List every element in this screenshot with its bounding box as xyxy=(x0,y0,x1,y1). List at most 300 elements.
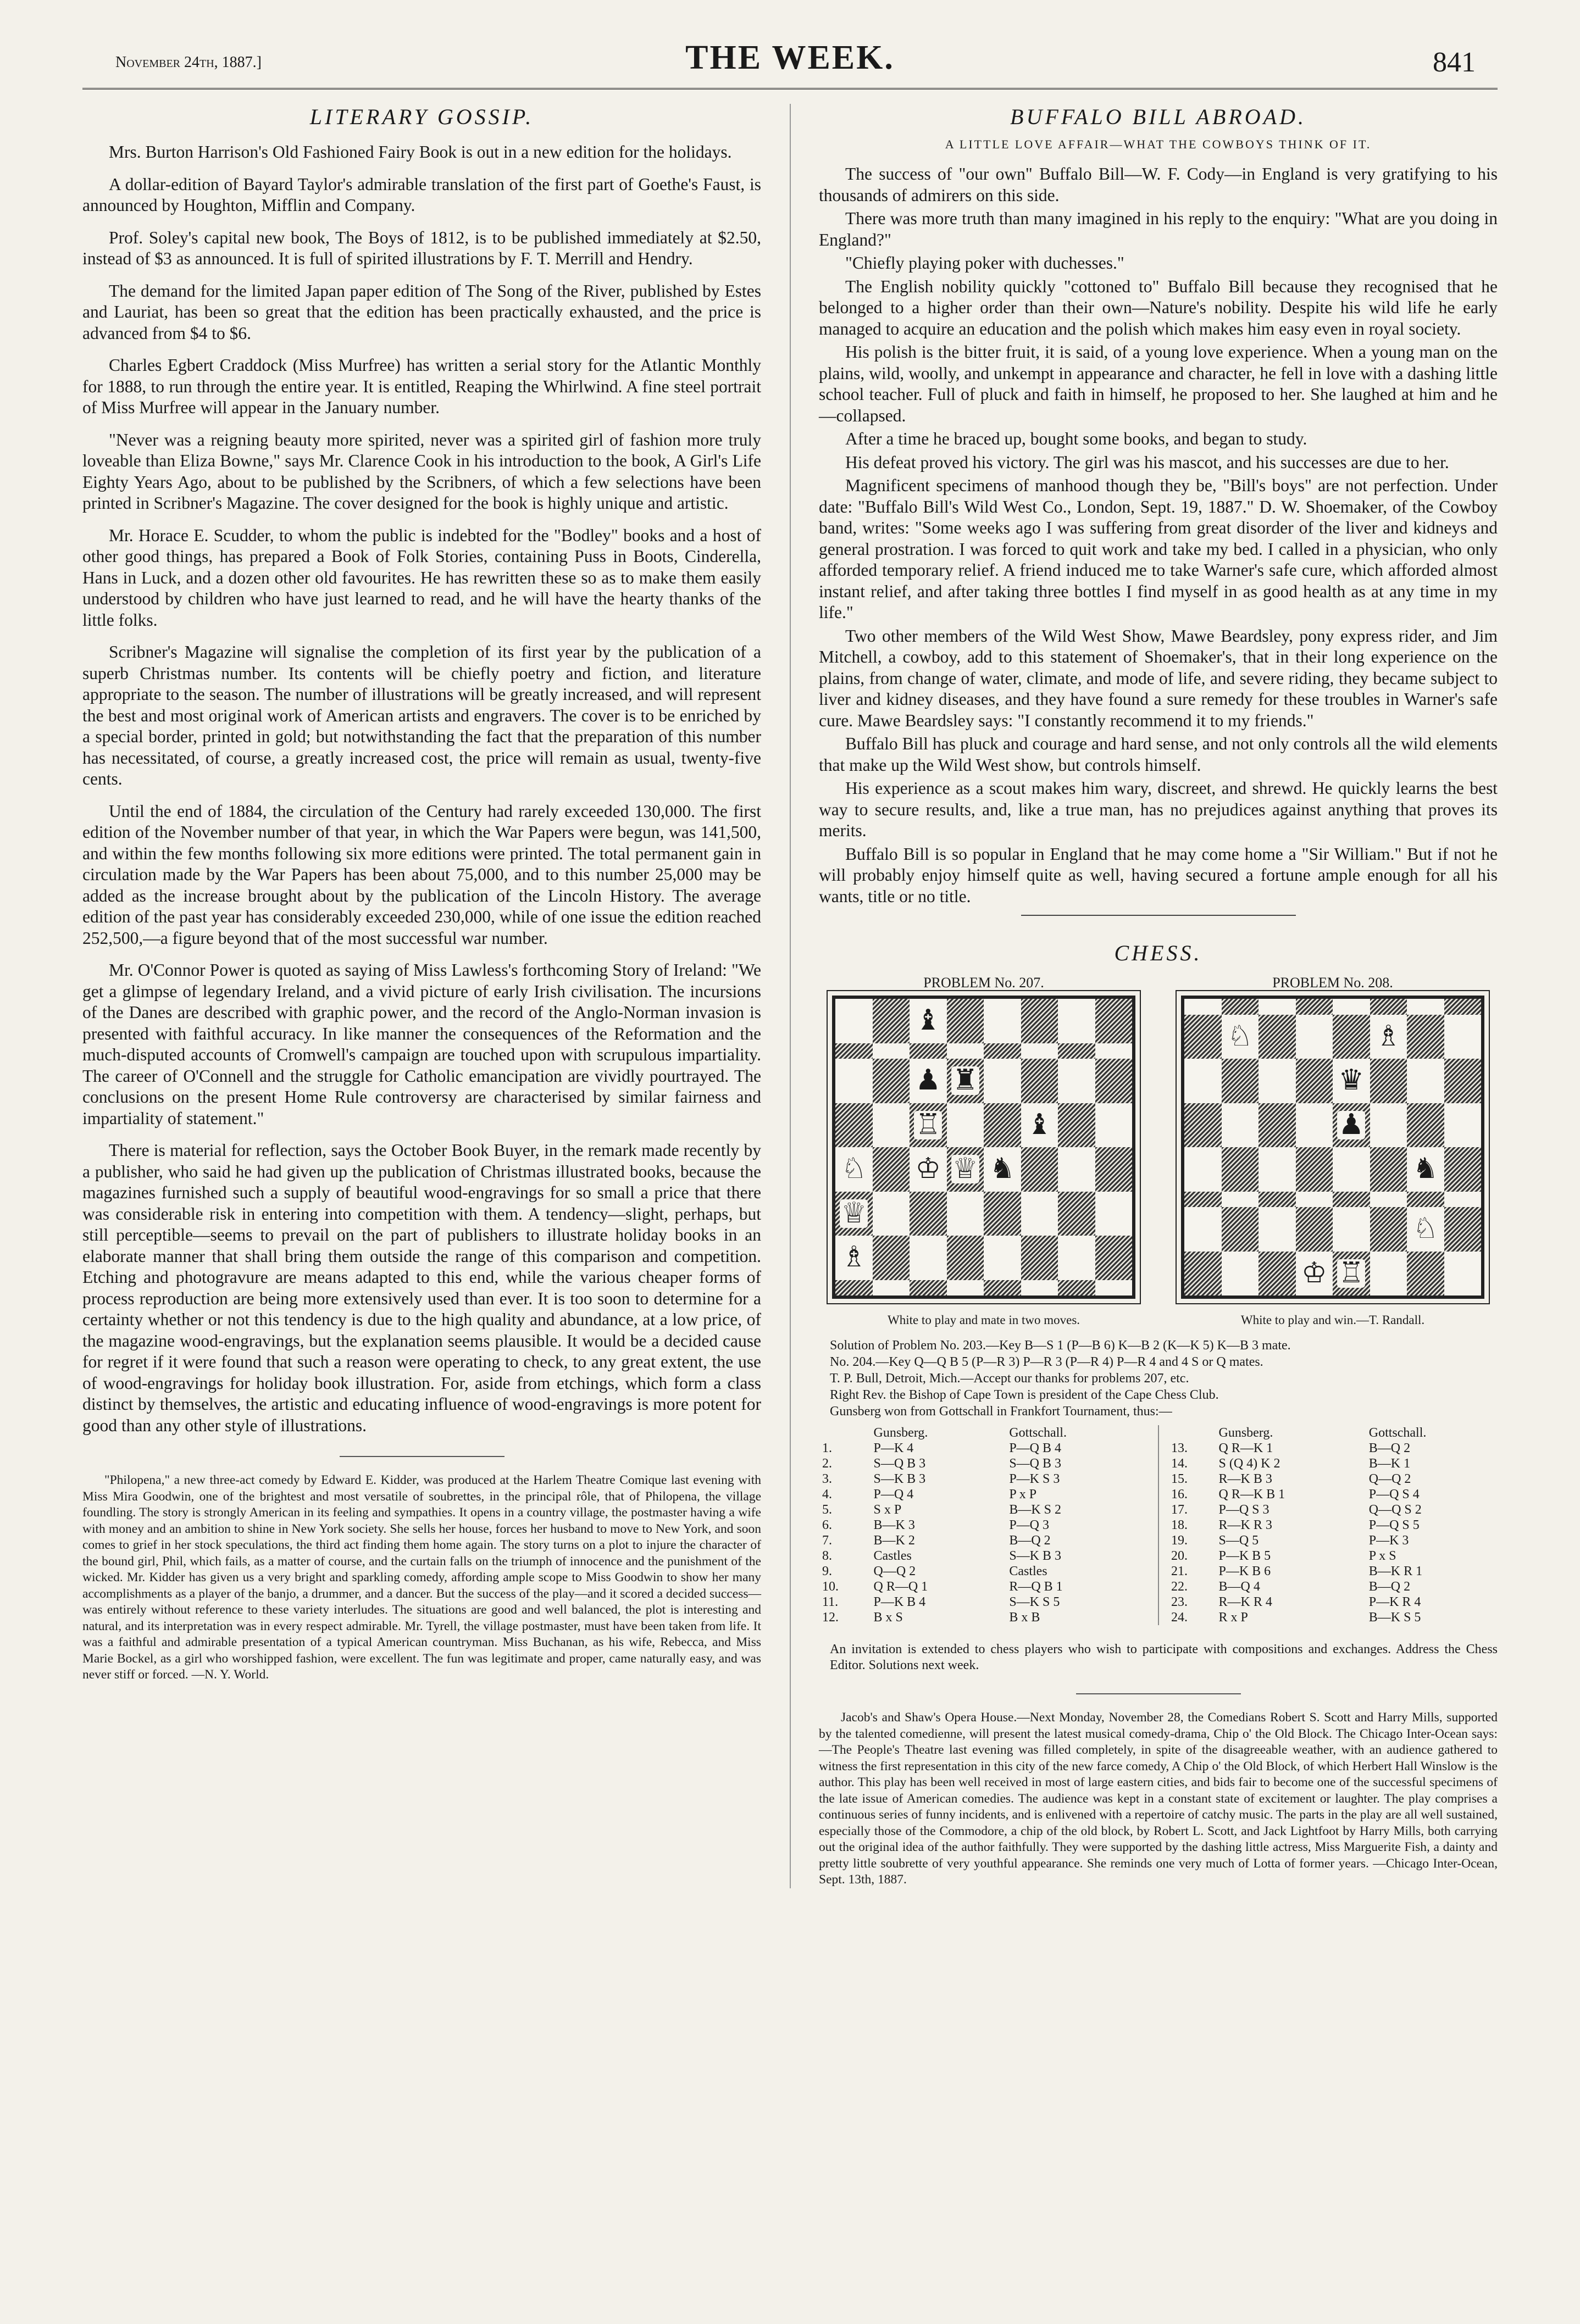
board-square xyxy=(873,1147,910,1192)
chess-piece: ♗ xyxy=(1375,1020,1401,1052)
move-row xyxy=(1168,1610,1498,1625)
gossip-paragraph: Scribner's Magazine will signalise the completion of its first year by the publication of a superb Christmas number. Its contents will be chiefly poetry and fiction, and literature appropriate to the season. The number of illustrations will be greatly increased, and will represent the best and most original work of American artists and engravers. The cover is to be enriched by a special border, printed in gold; but notwithstanding the fact that the preparation of this number has necessitated, of course, a greatly increased cost, the price will remain as usual, twenty-five cents. xyxy=(82,642,761,788)
board-square xyxy=(1095,1280,1133,1296)
move-cell: S—K B 3 xyxy=(1009,1549,1061,1563)
board-square xyxy=(835,1043,873,1059)
move-cell: 22. xyxy=(1171,1580,1188,1594)
board-square xyxy=(1444,1147,1482,1192)
move-cell: 13. xyxy=(1171,1441,1188,1455)
move-row xyxy=(1168,1579,1498,1594)
board-square xyxy=(1184,1103,1222,1148)
move-cell: R—K R 3 xyxy=(1218,1518,1272,1532)
game-score xyxy=(819,1425,1498,1625)
gossip-paragraph: Charles Egbert Craddock (Miss Murfree) has written a serial story for the Atlantic Monthly for 1888, to run through the entire year. It is entitled, Reaping the Whirlwind. A fine steel portrait of Miss Murfree will appear in the January number. xyxy=(82,355,761,417)
section-rule xyxy=(1076,1693,1241,1694)
move-cell: 20. xyxy=(1171,1549,1188,1563)
col-header xyxy=(819,1425,870,1441)
columns xyxy=(82,104,1498,1888)
board-square xyxy=(1021,1059,1058,1103)
move-cell: P—Q 4 xyxy=(873,1487,914,1502)
move-cell: 6. xyxy=(822,1518,832,1532)
move-cell: Q—Q 2 xyxy=(1368,1472,1411,1486)
board-square xyxy=(1444,1103,1482,1148)
board-square xyxy=(1296,1147,1333,1192)
board-square xyxy=(1184,1059,1222,1103)
move-cell: 3. xyxy=(822,1472,832,1486)
board-square xyxy=(873,999,910,1043)
move-row xyxy=(1168,1471,1498,1487)
board-square xyxy=(1021,1192,1058,1236)
game-divider xyxy=(1158,1425,1159,1625)
board-square xyxy=(1444,1207,1482,1252)
board-square xyxy=(947,999,984,1043)
move-cell: 16. xyxy=(1171,1487,1188,1502)
board-square xyxy=(1095,999,1133,1043)
move-cell: 15. xyxy=(1171,1472,1188,1486)
board-square xyxy=(1370,1207,1407,1252)
move-cell: 14. xyxy=(1171,1456,1188,1471)
board-square xyxy=(1095,1147,1133,1192)
move-cell: 21. xyxy=(1171,1564,1188,1578)
page-number: 841 xyxy=(1433,47,1476,78)
board-square xyxy=(1184,1192,1222,1208)
board-square xyxy=(910,1192,947,1236)
buffalo-paragraph: Magnificent specimens of manhood though they be, "Bill's boys" are not perfection. Under date: "Buffalo Bill's Wild West Co., London, Sept. 19, 1887." D. W. Shoemaker, of the Cowboy band, writes: "Some weeks ago I was suffering from great disorder of the liver and kidneys and general prostration. I was forced to quit work and take my bed. I called in a physician, who only afforded temporary relief. A friend induced me to take Warner's safe cure, which afforded almost instant relief, and after taking three bottles I find myself in as good health as at any time in my life." xyxy=(819,476,1498,622)
board-square xyxy=(1058,1043,1095,1059)
chess-boards xyxy=(819,975,1498,1327)
board-square xyxy=(835,1280,873,1296)
chess-piece: ♗ xyxy=(841,1242,867,1274)
board-square xyxy=(1333,999,1370,1015)
buffalo-paragraph: His defeat proved his victory. The girl was his mascot, and his successes are due to her. xyxy=(845,452,1449,472)
move-row xyxy=(819,1441,1149,1456)
board-square xyxy=(1058,1059,1095,1103)
move-row xyxy=(1168,1502,1498,1517)
board-square xyxy=(1296,1192,1333,1208)
board-square xyxy=(1333,1015,1370,1059)
move-cell: S (Q 4) K 2 xyxy=(1218,1456,1280,1471)
board-square xyxy=(984,1236,1021,1280)
move-row xyxy=(819,1471,1149,1487)
solution-line: T. P. Bull, Detroit, Mich.—Accept our thanks for problems 207, etc. xyxy=(830,1371,1189,1386)
move-cell: P x S xyxy=(1368,1549,1396,1563)
move-cell: S x P xyxy=(873,1503,902,1517)
board-square xyxy=(1370,999,1407,1015)
column-divider xyxy=(790,104,791,1888)
move-cell: B—Q 2 xyxy=(1368,1441,1411,1455)
move-cell: S—K B 3 xyxy=(873,1472,926,1486)
gossip-paragraph: There is material for reflection, says the October Book Buyer, in the remark made recently by a publisher, who said he had given up the publication of Christmas illustrated books, because the magazines furnished such a supply of beautiful wood-engravings for so small a price that there was considerable risk in entering into competition with them. A tendency—slight, perhaps, but still perceptible—seems to prevail on the part of publishers to illustrate holiday books in an elaborate manner that shall bring them outside the range of this comparison and competition. Etching and photogravure are means adapted to this end, while the various cheaper forms of process reproduction are being more extensively used than ever. It is too soon to determine for a certainty whether or not this tendency is due to the high quality and abundance, at a low price, of the magazine wood-engravings, but the explanation seems plausible. It would be a decided cause for regret if it were found that such a reason were operating to check, to any great extent, the use of wood-engravings for holiday book illustration. For, aside from etchings, which form a class distinct by themselves, the artistic and educating influence of wood-engravings is more potent for good than any other style of illustrations. xyxy=(82,1141,761,1435)
chess-piece: ♜ xyxy=(952,1065,978,1097)
gossip-paragraph: Until the end of 1884, the circulation of the Century had rarely exceeded 130,000. The first edition of the November number of that year, in which the War Papers were begun, was 141,500, and within the few months following six more editions were printed. The total permanent gain in circulation made by the War Papers has been about 75,000, and to this number 25,000 may be added as the increase brought about by the publication of the Lincoln History. The average edition of the past year has considerably exceeded 230,000, while of one issue the edition reached 252,500,—a figure beyond that of the most successful war number. xyxy=(82,801,761,948)
move-cell: 12. xyxy=(822,1610,839,1625)
col-header: Gottschall. xyxy=(1009,1426,1067,1440)
board-square xyxy=(1184,1015,1222,1059)
buffalo-paragraph: Buffalo Bill has pluck and courage and hard sense, and not only controls all the wild elements that make up the Wild West show, but controls himself. xyxy=(819,734,1498,775)
move-cell: 17. xyxy=(1171,1503,1188,1517)
board-square xyxy=(1222,1207,1259,1252)
buffalo-paragraph: The English nobility quickly "cottoned to" Buffalo Bill because they recognised that he belonged to a higher order than their own—Nature's nobility. Despite his wild life he early managed to acquire an education and the polish which makes him easy even in royal society. xyxy=(819,276,1498,338)
board-square xyxy=(1407,1015,1444,1059)
board-square xyxy=(1370,1015,1407,1059)
move-cell: B—K 1 xyxy=(1368,1456,1411,1471)
move-cell: 18. xyxy=(1171,1518,1188,1532)
move-row xyxy=(819,1548,1149,1564)
solution-line: Solution of Problem No. 203.—Key B—S 1 (P—B 6) K—B 2 (K—K 5) K—B 3 mate. xyxy=(830,1338,1291,1353)
board-square xyxy=(1444,999,1482,1015)
board-square xyxy=(873,1192,910,1236)
board-square xyxy=(835,1236,873,1280)
chess-rule xyxy=(1021,915,1296,916)
board-square xyxy=(1333,1103,1370,1148)
chess-piece: ♔ xyxy=(915,1153,941,1185)
gossip-paragraph: Prof. Soley's capital new book, The Boys of 1812, is to be published immediately at $2.50, instead of $3 as announced. It is full of spirited illustrations by F. T. Merrill and Hendry. xyxy=(82,227,761,268)
move-cell: Castles xyxy=(873,1549,912,1563)
move-row xyxy=(819,1610,1149,1625)
board-square xyxy=(947,1280,984,1296)
buffalo-bill-subtitle: A LITTLE LOVE AFFAIR—WHAT THE COWBOYS THINK OF IT. xyxy=(945,137,1372,151)
move-cell: 23. xyxy=(1171,1595,1188,1609)
gossip-paragraph: Mrs. Burton Harrison's Old Fashioned Fairy Book is out in a new edition for the holidays. xyxy=(109,142,732,162)
move-row xyxy=(1168,1564,1498,1579)
solution-line: Gunsberg won from Gottschall in Frankfort Tournament, thus:— xyxy=(830,1404,1172,1419)
move-cell: R x P xyxy=(1218,1610,1248,1625)
board-square xyxy=(1407,1103,1444,1148)
move-cell: 2. xyxy=(822,1456,832,1471)
board-square xyxy=(1333,1207,1370,1252)
move-cell: P—K B 5 xyxy=(1218,1549,1271,1563)
game-moves-right xyxy=(1168,1425,1498,1625)
move-cell: 8. xyxy=(822,1549,832,1563)
literary-gossip-title: LITERARY GOSSIP. xyxy=(309,104,534,129)
chess-piece: ♔ xyxy=(1301,1257,1327,1289)
board-square xyxy=(910,1103,947,1148)
chess-piece: ♝ xyxy=(1026,1109,1052,1141)
board-square xyxy=(1095,1043,1133,1059)
board-square xyxy=(1259,1147,1296,1192)
chess-invitation: An invitation is extended to chess players who wish to participate with compositions and exchanges. Address the Chess Editor. Solutions next week. xyxy=(830,1642,1498,1672)
board-square xyxy=(835,999,873,1043)
move-cell: S—Q B 3 xyxy=(1009,1456,1061,1471)
board-square xyxy=(873,1103,910,1148)
board-square xyxy=(984,1043,1021,1059)
board-square xyxy=(1222,1015,1259,1059)
move-cell: B—Q 2 xyxy=(1368,1580,1411,1594)
board-square xyxy=(1407,1252,1444,1296)
board-square xyxy=(1333,1252,1370,1296)
board-square xyxy=(1407,1059,1444,1103)
col-header: Gunsberg. xyxy=(1218,1426,1273,1440)
board-square xyxy=(1058,1103,1095,1148)
buffalo-paragraph: Two other members of the Wild West Show, Mawe Beardsley, pony express rider, and Jim Mitchell, a cowboy, add to this statement of Shoemaker's, that in their long experience on the plains, from change of water, climate, and mode of life, and severe riding, they became subject to liver and kidney diseases, and they have found a sure remedy for these troubles in Warner's safe cure. Mawe Beardsley says: "I constantly recommend it to my friends." xyxy=(819,626,1498,730)
move-cell: 5. xyxy=(822,1503,832,1517)
board-square xyxy=(1370,1252,1407,1296)
chess-piece: ♖ xyxy=(915,1109,941,1141)
buffalo-paragraph: His experience as a scout makes him wary, discreet, and shrewd. He quickly learns the best way to secure results, and, like a true man, has no prejudices against anything that proves its merits. xyxy=(819,779,1498,840)
move-cell: B—K 2 xyxy=(873,1533,915,1548)
col-header xyxy=(1168,1425,1215,1441)
right-column xyxy=(819,104,1498,1888)
board-square xyxy=(835,1059,873,1103)
board-square xyxy=(1296,1207,1333,1252)
board-square xyxy=(1222,1252,1259,1296)
board-square xyxy=(1021,1147,1058,1192)
chess-board xyxy=(832,996,1135,1299)
section-rule xyxy=(340,1456,505,1457)
board-square xyxy=(1058,999,1095,1043)
problem-207 xyxy=(819,975,1149,1327)
chess-title: CHESS. xyxy=(1114,941,1202,965)
buffalo-paragraph: There was more truth than many imagined in his reply to the enquiry: "What are you doing in England?" xyxy=(819,209,1498,249)
problem-label: PROBLEM No. 208. xyxy=(1272,975,1393,991)
board-square xyxy=(1095,1103,1133,1148)
board-square xyxy=(1021,1236,1058,1280)
move-cell: Q R—Q 1 xyxy=(873,1580,928,1594)
board-square xyxy=(1058,1236,1095,1280)
move-row xyxy=(1168,1517,1498,1533)
philopena-review: "Philopena," a new three-act comedy by Edward E. Kidder, was produced at the Harlem Theatre Comique last evening with Miss Mira Goodwin, one of the brightest and most versatile of soubrettes, in the principal rôle, that of Philopena, the village foundling. The story is strongly American in its feeling and sympathies. It opens in a country village, the postmaster having a wife with money and an ambition to shine in New York society. She sells her house, forces her husband to move to New York, and soon comes to grief in her stock speculations, the third act finding them home again. The story turns on a plot to injure the character of the bound girl, Phil, which fails, as a matter of course, and the curtain falls on the triumph of innocence and the punishment of the wicked. Mr. Kidder has given us a very bright and sparkling comedy, affording ample scope to Miss Goodwin to show her many accomplishments as a player of the banjo, a drummer, and a dancer. But the success of the play—and it scored a decided success—was entirely without reference to these variety interludes. The situations are good and well balanced, the plot is interesting and natural, and its interpretation was in every respect admirable. Mr. Tyrell, the village postmaster, must have been taken from life. It was a faithful and admirable presentation of a typical American countryman. Miss Buchanan, as his wife, Rebecca, and Miss Marie Bockel, as a girl who worshipped fashion, were excellent. The fun was legitimate and proper, came naturally easy, and was never stiff or forced. —N. Y. World. xyxy=(82,1473,761,1682)
move-row xyxy=(1168,1441,1498,1456)
board-square xyxy=(1259,1015,1296,1059)
chess-piece: ♞ xyxy=(1412,1153,1439,1185)
board-square xyxy=(984,1280,1021,1296)
move-cell: Q R—K B 1 xyxy=(1218,1487,1285,1502)
board-square xyxy=(873,1236,910,1280)
move-cell: 11. xyxy=(822,1595,839,1609)
board-square xyxy=(1184,1252,1222,1296)
board-square xyxy=(1296,999,1333,1015)
issue-date: November 24th, 1887.] xyxy=(115,54,262,71)
move-cell: S—Q 5 xyxy=(1218,1533,1259,1548)
move-cell: R—Q B 1 xyxy=(1009,1580,1063,1594)
move-cell: P—K 3 xyxy=(1368,1533,1409,1548)
board-square xyxy=(1184,999,1222,1015)
gossip-paragraph: The demand for the limited Japan paper edition of The Song of the River, published by Estes and Lauriat, has been so great that the edition has been practically exhausted, and the price is advanced from $4 to $6. xyxy=(82,281,761,343)
board-square xyxy=(1222,1192,1259,1208)
col-header: Gunsberg. xyxy=(873,1426,928,1440)
move-cell: P—Q S 4 xyxy=(1368,1487,1420,1502)
move-cell: B—K S 2 xyxy=(1009,1503,1061,1517)
header-rule xyxy=(82,88,1498,90)
board-square xyxy=(1259,1103,1296,1148)
board-square xyxy=(910,1147,947,1192)
board-square xyxy=(873,1280,910,1296)
problem-caption: White to play and mate in two moves. xyxy=(887,1313,1080,1327)
buffalo-paragraph: The success of "our own" Buffalo Bill—W. F. Cody—in England is very gratifying to his thousands of admirers on this side. xyxy=(819,164,1498,205)
board-square xyxy=(835,1192,873,1236)
move-row xyxy=(1168,1456,1498,1471)
board-square xyxy=(1259,1192,1296,1208)
board-square xyxy=(1259,1207,1296,1252)
move-cell: B x S xyxy=(873,1610,903,1625)
move-row xyxy=(819,1594,1149,1610)
gossip-paragraph: Mr. O'Connor Power is quoted as saying of Miss Lawless's forthcoming Story of Ireland: "We get a glimpse of legendary Ireland, and a vivid picture of early Irish civilisation. The incursions of the Danes are described with graphic power, and the record of the Anglo-Norman invasion is presented with faithful accuracy. In like manner the consequences of the Reformation and the much-disputed accounts of Cromwell's campaign are touched upon with scrupulous impartiality. The career of O'Connell and the struggle for Catholic emancipation are vividly pourtrayed. The conclusions on the present Home Rule controversy are characterised by similar fairness and impartiality of statement." xyxy=(82,960,761,1128)
opera-house-notice: Jacob's and Shaw's Opera House.—Next Monday, November 28, the Comedians Robert S. Scott and Harry Mills, supported by the talented comedienne, will present the latest musical comedy-drama, Chip o' the Old Block. The Chicago Inter-Ocean says:—The People's Theatre last evening was filled completely, in spite of the disagreeable weather, with an audience gathered to witness the first representation in this city of the new farce comedy, A Chip o' the Old Block, of which Herbert Hall Winslow is the author. This play has been well received in most of large eastern cities, and bids fair to become one of the successful specimens of the late issue of American comedies. The audience was kept in a constant state of excitement or laughter. The play comprises a continuous series of funny incidents, and is enlivened with a repertoire of catchy music. The parts in the play are all well sustained, especially those of the Commodore, a chip of the old block, by Robert L. Scott, and Jack Lightfoot by Harry Mills, both carrying out the original idea of the author faithfully. They were supported by the dashing little actress, Miss Marguerite Fish, a dainty and pretty little soubrette of very youthful appearance. She reminds one very much of Lotta of former years. —Chicago Inter-Ocean, Sept. 13th, 1887. xyxy=(819,1710,1498,1887)
buffalo-paragraph: His polish is the bitter fruit, it is said, of a young love experience. When a young man on the plains, wild, woolly, and unkempt in appearance and character, he fell in love with a dashing little school teacher. Full of pluck and faith in himself, he proposed to her. She laughed at him and he—collapsed. xyxy=(819,342,1498,425)
board-square xyxy=(1021,1043,1058,1059)
buffalo-bill-title: BUFFALO BILL ABROAD. xyxy=(1010,104,1306,129)
chess-piece: ♘ xyxy=(1227,1020,1253,1052)
board-square xyxy=(1333,1059,1370,1103)
board-square xyxy=(1222,1147,1259,1192)
buffalo-paragraph: After a time he braced up, bought some books, and began to study. xyxy=(845,429,1307,448)
move-row xyxy=(819,1502,1149,1517)
move-row xyxy=(819,1579,1149,1594)
move-cell: P—Q B 4 xyxy=(1009,1441,1061,1455)
move-row xyxy=(819,1456,1149,1471)
move-row xyxy=(819,1487,1149,1502)
board-square xyxy=(947,1236,984,1280)
board-square xyxy=(1058,1192,1095,1236)
board-square xyxy=(1222,1059,1259,1103)
board-square xyxy=(947,1059,984,1103)
board-square xyxy=(910,1043,947,1059)
board-square xyxy=(910,999,947,1043)
move-cell: R—K B 3 xyxy=(1218,1472,1272,1486)
board-square xyxy=(984,999,1021,1043)
board-square xyxy=(1444,1059,1482,1103)
chess-piece: ♟ xyxy=(1338,1109,1365,1141)
board-square xyxy=(947,1043,984,1059)
board-square xyxy=(1095,1059,1133,1103)
board-square xyxy=(1296,1252,1333,1296)
buffalo-paragraph: Buffalo Bill is so popular in England that he may come home a "Sir William." But if not he will probably enjoy himself quite as well, having secured a fortune ample enough for all his wants, title or no title. xyxy=(819,844,1498,906)
move-row xyxy=(1168,1548,1498,1564)
board-square xyxy=(873,1043,910,1059)
board-square xyxy=(1296,1015,1333,1059)
move-cell: P—K B 4 xyxy=(873,1595,926,1609)
move-cell: P—Q S 5 xyxy=(1368,1518,1420,1532)
board-square xyxy=(910,1059,947,1103)
board-square xyxy=(1333,1147,1370,1192)
board-square xyxy=(1021,1103,1058,1148)
buffalo-paragraph: "Chiefly playing poker with duchesses." xyxy=(845,253,1124,273)
board-square xyxy=(1370,1192,1407,1208)
move-cell: B—Q 2 xyxy=(1009,1533,1051,1548)
move-row xyxy=(1168,1487,1498,1502)
board-square xyxy=(1184,1207,1222,1252)
solution-line: No. 204.—Key Q—Q B 5 (P—R 3) P—R 3 (P—R 4) P—R 4 and 4 S or Q mates. xyxy=(830,1355,1263,1369)
board-square xyxy=(835,1103,873,1148)
problem-caption: White to play and win.—T. Randall. xyxy=(1240,1313,1425,1327)
board-square xyxy=(1370,1103,1407,1148)
move-row xyxy=(1168,1594,1498,1610)
board-square xyxy=(1058,1280,1095,1296)
chess-piece: ♘ xyxy=(1412,1213,1439,1245)
board-square xyxy=(1259,1059,1296,1103)
game-moves-left xyxy=(819,1425,1149,1625)
move-cell: 10. xyxy=(822,1580,839,1594)
move-cell: B—K 3 xyxy=(873,1518,915,1532)
board-square xyxy=(1444,1192,1482,1208)
move-cell: B—Q 4 xyxy=(1218,1580,1260,1594)
problem-label: PROBLEM No. 207. xyxy=(923,975,1044,991)
board-square xyxy=(1095,1192,1133,1236)
board-square xyxy=(947,1147,984,1192)
problem-208 xyxy=(1168,975,1498,1327)
board-square xyxy=(1095,1236,1133,1280)
move-cell: P—K S 3 xyxy=(1009,1472,1060,1486)
chess-piece: ♝ xyxy=(915,1005,941,1037)
move-cell: P—K B 6 xyxy=(1218,1564,1271,1578)
board-square xyxy=(1296,1059,1333,1103)
board-square xyxy=(1407,999,1444,1015)
chess-board xyxy=(1181,996,1484,1299)
move-cell: Q R—K 1 xyxy=(1218,1441,1273,1455)
gossip-paragraph: Mr. Horace E. Scudder, to whom the public is indebted for the "Bodley" books and a host of other good things, has prepared a Book of Folk Stories, containing Puss in Boots, Cinderella, Hans in Luck, and a dozen other old favourites. He has rewritten these so as to make them easily understood by children who have just learned to read, and he will have the hearty thanks of the little folks. xyxy=(82,525,761,630)
left-column xyxy=(82,104,761,1888)
move-row xyxy=(819,1517,1149,1533)
board-square xyxy=(984,1147,1021,1192)
chess-piece: ♖ xyxy=(1338,1257,1365,1289)
board-square xyxy=(1259,999,1296,1015)
board-square xyxy=(984,1059,1021,1103)
board-square xyxy=(835,1147,873,1192)
chess-solutions xyxy=(819,1337,1498,1420)
move-cell: 19. xyxy=(1171,1533,1188,1548)
move-cell: Q—Q S 2 xyxy=(1368,1503,1422,1517)
board-square xyxy=(1333,1192,1370,1208)
move-row xyxy=(1168,1533,1498,1548)
move-cell: P—Q S 3 xyxy=(1218,1503,1269,1517)
board-square xyxy=(1222,999,1259,1015)
move-cell: R—K R 4 xyxy=(1218,1595,1272,1609)
move-cell: B—K S 5 xyxy=(1368,1610,1421,1625)
board-square xyxy=(1259,1252,1296,1296)
board-square xyxy=(1370,1059,1407,1103)
board-square xyxy=(1370,1147,1407,1192)
board-square xyxy=(1222,1103,1259,1148)
move-cell: Q—Q 2 xyxy=(873,1564,916,1578)
move-cell: S—K S 5 xyxy=(1009,1595,1060,1609)
board-square xyxy=(1407,1207,1444,1252)
move-cell: 4. xyxy=(822,1487,832,1502)
move-cell: B—K R 1 xyxy=(1368,1564,1423,1578)
board-square xyxy=(1021,1280,1058,1296)
board-square xyxy=(1444,1252,1482,1296)
chess-piece: ♕ xyxy=(841,1197,867,1229)
board-square xyxy=(910,1280,947,1296)
board-square xyxy=(1444,1015,1482,1059)
board-square xyxy=(947,1103,984,1148)
board-square xyxy=(1407,1147,1444,1192)
gossip-paragraph: "Never was a reigning beauty more spirited, never was a spirited girl of fashion more truly loveable than Eliza Bowne," says Mr. Clarence Cook in his introduction to the book, A Girl's Life Eighty Years Ago, about to be published by the Scribners, of which a few selections have been printed in Scribner's Magazine. The cover designed for the book is highly unique and artistic. xyxy=(82,430,761,513)
gossip-paragraph: A dollar-edition of Bayard Taylor's admirable translation of the first part of Goethe's Faust, is announced by Houghton, Mifflin and Company. xyxy=(82,174,761,215)
col-header: Gottschall. xyxy=(1368,1426,1427,1440)
move-cell: 7. xyxy=(822,1533,832,1548)
board-square xyxy=(984,1192,1021,1236)
chess-piece: ♟ xyxy=(915,1065,941,1097)
newspaper-title: THE WEEK. xyxy=(685,39,895,76)
chess-piece: ♕ xyxy=(952,1153,978,1185)
board-square xyxy=(1296,1103,1333,1148)
move-cell: 24. xyxy=(1171,1610,1188,1625)
masthead xyxy=(82,38,1498,82)
board-square xyxy=(910,1236,947,1280)
chess-piece: ♛ xyxy=(1338,1065,1365,1097)
move-cell: P—K R 4 xyxy=(1368,1595,1421,1609)
move-cell: P—K 4 xyxy=(873,1441,914,1455)
move-cell: P x P xyxy=(1009,1487,1037,1502)
solution-line: Right Rev. the Bishop of Cape Town is president of the Cape Chess Club. xyxy=(830,1388,1219,1402)
move-cell: P—Q 3 xyxy=(1009,1518,1049,1532)
board-square xyxy=(873,1059,910,1103)
board-square xyxy=(1184,1147,1222,1192)
board-square xyxy=(984,1103,1021,1148)
board-square xyxy=(1021,999,1058,1043)
board-square xyxy=(1407,1192,1444,1208)
board-square xyxy=(1058,1147,1095,1192)
